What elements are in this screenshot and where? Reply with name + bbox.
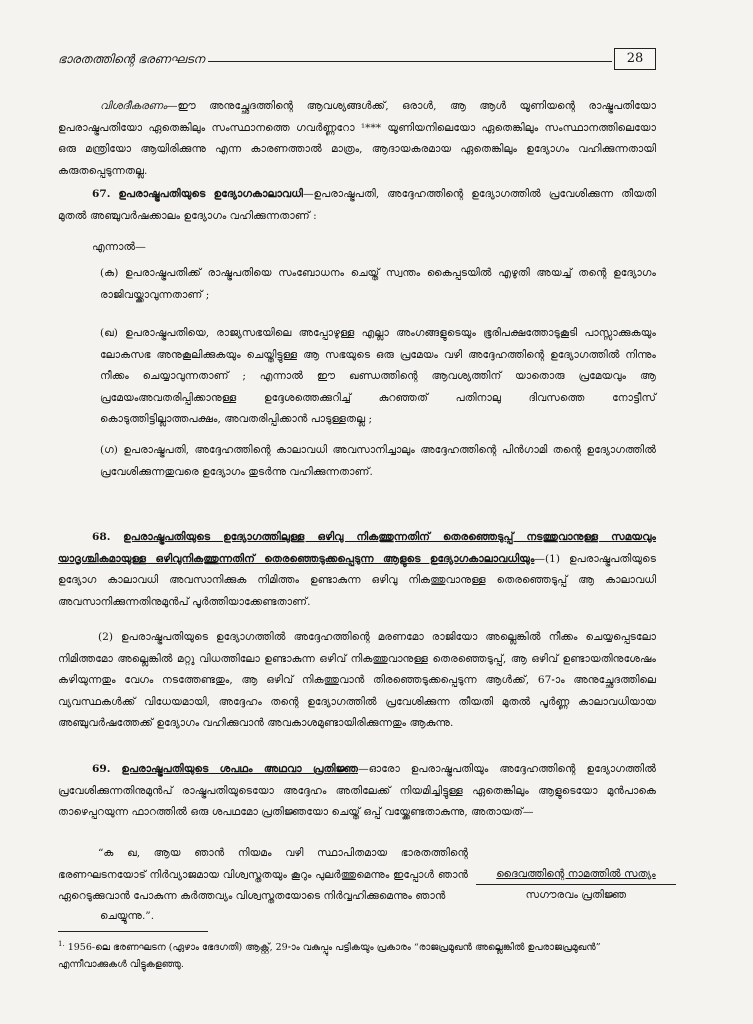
section-69-paragraph xyxy=(58,759,656,824)
section-67-text: —ഉപരാഷ്ട്രപതി, അദ്ദേഹത്തിന്റെ ഉദ്യോഗത്തിൽ പ്രവേശിക്കുന്ന തീയതി മുതൽ അഞ്ചുവർഷക്കാലം ഉദ്യോഗം വഹിക്കുന്നതാണ് : xyxy=(58,188,656,222)
section-69-heading: ഉപരാഷ്ട്രപതിയുടെ ശപഥം അഥവാ പ്രതിജ്ഞ xyxy=(121,763,358,775)
section-68-text2: (2) ഉപരാഷ്ട്രപതിയുടെ ഉദ്യോഗത്തിൽ അദ്ദേഹത്തിന്റെ മരണമോ രാജിയോ അല്ലെങ്കിൽ നീക്കം ചെയ്യപ്പെടലോ നിമിത്തമോ അല്ലെങ്കിൽ മറ്റു വിധത്തിലോ ഉണ്ടാകുന്ന ഒഴിവ് നികത്തുവാനുള്ള തെരഞ്ഞെടുപ്പ്, ആ ഒഴിവ് ഉണ്ടായതിനുശേഷം കഴിയുന്നതും വേഗം നടത്തേണ്ടതും, ആ ഒഴിവ് നികത്തുവാൻ തിരഞ്ഞെടുക്കപ്പെടുന്ന ആൾക്ക്, 67-ാം അനുച്ഛേദത്തിലെ വ്യവസ്ഥകൾക്ക് വിധേയമായി, അദ്ദേഹം തന്റെ ഉദ്യോഗത്തിൽ പ്രവേശിക്കുന്ന തീയതി മുതൽ പൂർണ്ണ കാലാവധിയായ അഞ്ചുവർഷത്തേക്ക് ഉദ്യോഗം വഹിക്കുവാൻ അവകാശമുണ്ടായിരിക്കുന്നതും ആകുന്നു. xyxy=(58,631,656,729)
running-title: ഭാരതത്തിന്റെ ഭരണഘടന xyxy=(58,52,205,66)
section-68-heading: ഉപരാഷ്ട്രപതിയുടെ ഉദ്യോഗത്തിലുള്ള ഒഴിവു നികത്തുന്നതിന് തെരഞ്ഞെടുപ്പ് നടത്തുവാനുള്ള സമയവും യാദൃശ്ചികമായുള്ള ഒഴിവുനികത്തുന്നതിന് തെരഞ്ഞെടുക്കപ്പെടുന്ന ആളുടെ ഉദ്യോഗകാലാവധിയും xyxy=(58,531,656,565)
header-rule xyxy=(208,61,612,62)
section-68-paragraph xyxy=(58,527,656,613)
section-68-clause-2 xyxy=(58,627,656,735)
footnote-marker: 1. xyxy=(58,940,65,948)
oath-option-god: ദൈവത്തിന്റെ നാമത്തിൽ സത്യം xyxy=(496,868,656,880)
section-67-paragraph xyxy=(58,184,656,227)
footnote-text: 1956-ലെ ഭരണഘടന (ഏഴാം ഭേദഗതി) ആക്റ്റ്, 29-ാം വകുപ്പും പട്ടികയും പ്രകാരം “രാജപ്രമുഖൻ അല്ലെങ്കിൽ ഉപരാജപ്രമുഖൻ” എന്നീവാക്കുകൾ വിട്ടുകളഞ്ഞു. xyxy=(58,942,601,971)
page-number: 28 xyxy=(614,48,656,70)
footnote-rule xyxy=(58,931,208,932)
explanation-paragraph xyxy=(58,96,656,182)
footnote xyxy=(58,936,658,973)
section-67-proviso: എന്നാൽ— xyxy=(92,241,146,253)
section-67-clause-c: (ഗ) ഉപരാഷ്ട്രപതി, അദ്ദേഹത്തിന്റെ കാലാവധി അവസാനിച്ചാലും അദ്ദേഹത്തിന്റെ പിൻഗാമി തന്റെ ഉദ്യോഗത്തിൽ പ്രവേശിക്കുന്നതുവരെ ഉദ്യോഗം തുടർന്നു വഹിക്കുന്നതാണ്. xyxy=(100,444,656,478)
section-67-clause-a: (ക) ഉപരാഷ്ട്രപതിക്ക് രാഷ്ട്രപതിയെ സംബോധനം ചെയ്ത് സ്വന്തം കൈപ്പടയിൽ എഴുതി അയച്ച് തന്റെ ഉദ്യോഗം രാജിവയ്ക്കാവുന്നതാണ് ; xyxy=(100,267,656,301)
section-67-heading: ഉപരാഷ്ട്രപതിയുടെ ഉദ്യോഗകാലാവധി xyxy=(118,188,303,200)
oath-text xyxy=(58,843,468,908)
explanation-lead: വിശദീകരണം xyxy=(100,100,167,112)
oath-close: ചെയ്യുന്നു.”. xyxy=(100,910,155,922)
section-69-text: —ഓരോ ഉപരാഷ്ട്രപതിയും അദ്ദേഹത്തിന്റെ ഉദ്യോഗത്തിൽ പ്രവേശിക്കുന്നതിനുമുൻപ് രാഷ്ട്രപതിയുടെയോ അദ്ദേഹം അതിലേക്ക് നിയമിച്ചിട്ടുള്ള ഏതെങ്കിലും ആളുടെയോ മുൻപാകെ താഴെപ്പറയുന്ന ഫാറത്തിൽ ഒരു ശപഥമോ പ്രതിജ്ഞയോ ചെയ്ത് ഒപ്പ് വയ്ക്കേണ്ടതാകുന്നു, അതായത്— xyxy=(58,763,656,818)
explanation-text: —ഈ അനുച്ഛേദത്തിന്റെ ആവശ്യങ്ങൾക്ക്, ഒരാൾ, ആ ആൾ യൂണിയന്റെ രാഷ്ട്രപതിയോ ഉപരാഷ്ട്രപതിയോ ഏതെങ്കിലും സംസ്ഥാനത്തെ ഗവർണ്ണറോ ¹*** യൂണിയനിലെയോ ഏതെങ്കിലും സംസ്ഥാനത്തിലെയോ ഒരു മന്ത്രിയോ ആയിരിക്കുന്നു എന്ന കാരണത്താൽ മാത്രം, ആദായകരമായ ഏതെങ്കിലും ഉദ്യോഗം വഹിക്കുന്നതായി കരുതപ്പെടുന്നതല്ല. xyxy=(58,100,656,177)
section-68-number: 68. xyxy=(92,531,111,543)
oath-option-affirm: സഗൗരവം പ്രതിജ്ഞ xyxy=(476,884,676,905)
oath-options xyxy=(476,864,676,905)
oath-body: “ക ഖ, ആയ ഞാൻ നിയമം വഴി സ്ഥാപിതമായ ഭാരതത്തിന്റെ ഭരണഘടനയോട് നിർവ്യാജമായ വിശ്വസ്തതയും കൂറും പുലർത്തുമെന്നും ഇപ്പോൾ ഞാൻ ഏറെടുക്കുവാൻ പോകുന്ന കർത്തവ്യം വിശ്വസ്തതയോടെ നിർവ്വഹിക്കുമെന്നും ഞാൻ xyxy=(58,847,468,902)
section-68-text1: —(1) ഉപരാഷ്ട്രപതിയുടെ ഉദ്യോഗ കാലാവധി അവസാനിക്കുക നിമിത്തം ഉണ്ടാകുന്ന ഒഴിവു നികത്തുവാനുള്ള തെരഞ്ഞെടുപ്പ് ആ കാലാവധി അവസാനിക്കുന്നതിനുമുൻപ് പൂർത്തിയാക്കേണ്ടതാണ്. xyxy=(58,552,656,608)
section-69-number: 69. xyxy=(92,763,111,775)
section-67-clause-b: (ഖ) ഉപരാഷ്ട്രപതിയെ, രാജ്യസഭയിലെ അപ്പോഴുള്ള എല്ലാ അംഗങ്ങളുടെയും ഭൂരിപക്ഷത്തോടുകൂടി പാസ്സാക്കുകയും ലോകസഭ അനുകൂലിക്കുകയും ചെയ്തിട്ടുള്ള ആ സഭയുടെ ഒരു പ്രമേയം വഴി അദ്ദേഹത്തിന്റെ ഉദ്യോഗത്തിൽ നിന്നും നീക്കം ചെയ്യാവുന്നതാണ് ; എന്നാൽ ഈ ഖണ്ഡത്തിന്റെ ആവശ്യത്തിന് യാതൊരു പ്രമേയവും ആ പ്രമേയംഅവതരിപ്പിക്കാനുള്ള ഉദ്ദേശത്തെക്കുറിച്ച് കുറഞ്ഞത് പതിനാലു ദിവസത്തെ നോട്ടീസ് കൊടുത്തിട്ടില്ലാത്തപക്ഷം, അവതരിപ്പിക്കാൻ പാടുള്ളതല്ല ; xyxy=(100,327,656,425)
section-67-number: 67. xyxy=(92,188,111,200)
page-header xyxy=(58,48,656,72)
